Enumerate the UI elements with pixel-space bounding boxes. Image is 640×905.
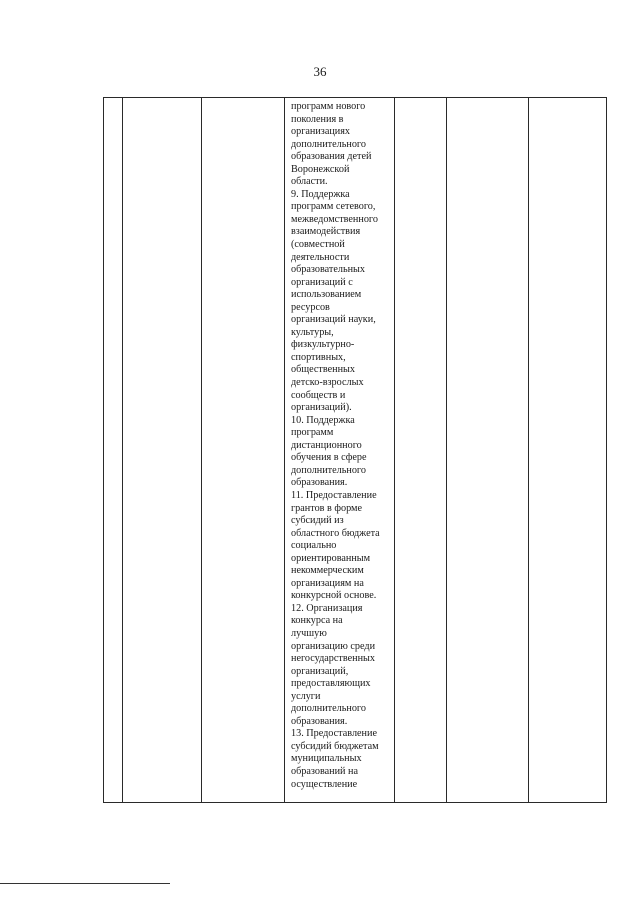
cell-line: негосударственных: [291, 653, 375, 665]
cell-line: организаций).: [291, 402, 352, 414]
cell-line: лучшую: [291, 627, 327, 639]
cell-line: образовательных: [291, 264, 365, 276]
cell-line: субсидий из: [291, 515, 344, 527]
column-divider-2: [201, 98, 202, 802]
cell-line: взаимодействия: [291, 226, 361, 238]
cell-line: обучения в сфере: [291, 452, 367, 464]
cell-line: дистанционного: [291, 439, 362, 451]
cell-line: программ нового: [291, 101, 366, 112]
cell-line: 11. Предоставление: [291, 489, 377, 501]
cell-line: дополнительного: [291, 138, 366, 150]
cell-line: услуги: [291, 690, 321, 702]
cell-line: организациям на: [291, 577, 364, 589]
cell-line: ориентированным: [291, 552, 371, 564]
cell-line: субсидий бюджетам: [291, 740, 379, 752]
cell-line: дополнительного: [291, 464, 366, 476]
cell-line: организациях: [291, 126, 351, 138]
cell-line: межведомственного: [291, 213, 378, 225]
cell-line: детско-взрослых: [291, 377, 364, 389]
column-divider-1: [122, 98, 123, 802]
cell-line: дополнительного: [291, 703, 366, 715]
cell-line: организацию среди: [291, 640, 376, 652]
cell-line: некоммерческим: [291, 565, 364, 577]
cell-line: образования детей: [291, 151, 372, 163]
cell-line: социально: [291, 540, 337, 552]
cell-line: областного бюджета: [291, 527, 380, 539]
cell-line: конкурса на: [291, 615, 343, 627]
cell-line: конкурсной основе.: [291, 590, 377, 602]
cell-line: общественных: [291, 364, 355, 376]
cell-line: деятельности: [291, 251, 350, 263]
column-divider-6: [528, 98, 529, 802]
cell-line: 12. Организация: [291, 602, 363, 614]
cell-line: сообществ и: [291, 389, 346, 401]
cell-line: культуры,: [291, 326, 334, 338]
cell-line: образований на: [291, 765, 359, 777]
cell-line: организаций с: [291, 276, 353, 288]
footnote-rule: [0, 883, 170, 884]
cell-line: физкультурно-: [291, 339, 355, 351]
cell-line: 10. Поддержка: [291, 414, 355, 426]
page-number: 36: [313, 64, 327, 79]
cell-line: программ сетевого,: [291, 201, 376, 213]
cell-line: предоставляющих: [291, 678, 371, 690]
table-frame: [103, 97, 607, 803]
cell-line: (совместной: [291, 239, 345, 251]
cell-line: муниципальных: [291, 753, 362, 765]
cell-line: использованием: [291, 289, 362, 301]
cell-line: поколения в: [291, 113, 344, 125]
cell-line: программ: [291, 427, 334, 439]
cell-line: области.: [291, 176, 328, 188]
cell-line: грантов в форме: [291, 502, 362, 514]
cell-line: осуществление: [291, 778, 358, 790]
cell-line: Воронежской: [291, 163, 350, 175]
cell-line: образования.: [291, 477, 348, 489]
column-divider-3: [284, 98, 285, 802]
column-divider-5: [446, 98, 447, 802]
cell-line: 13. Предоставление: [291, 728, 377, 740]
cell-line: образования.: [291, 715, 348, 727]
cell-line: организаций науки,: [291, 314, 376, 326]
cell-line: ресурсов: [291, 301, 330, 313]
table-cell-description: [291, 101, 395, 791]
cell-line: спортивных,: [291, 351, 346, 363]
cell-line: организаций,: [291, 665, 349, 677]
cell-line: 9. Поддержка: [291, 188, 350, 200]
